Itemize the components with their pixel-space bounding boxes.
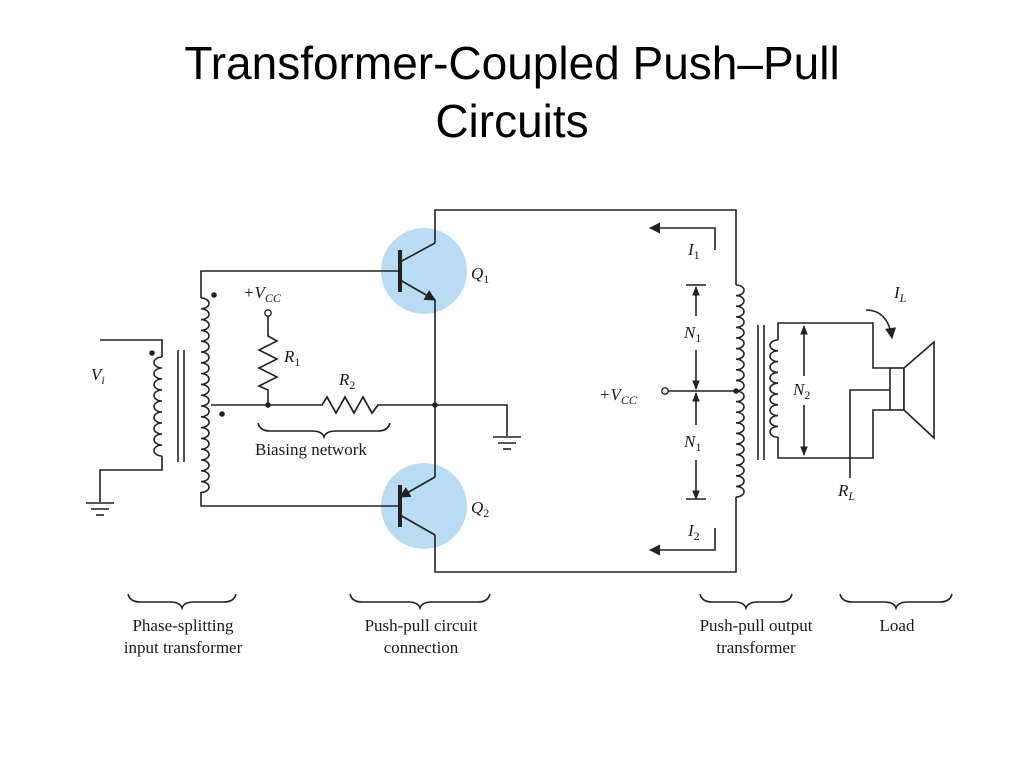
q1-label: $Q_1$ [471, 264, 490, 286]
q2-label: $Q_2$ [471, 498, 490, 520]
center-tap-dot [733, 388, 739, 394]
n2-label: $N_2$ [793, 380, 811, 402]
input-transformer [149, 292, 225, 492]
il-arrow [866, 310, 892, 338]
title-line-2: Circuits [435, 95, 589, 147]
input-primary-polarity-dot [149, 350, 155, 356]
n1-top-label: $N_1$ [684, 323, 702, 345]
wire-to-ground-emitter [435, 405, 507, 436]
input-transformer-label-1: Phase-splitting [132, 616, 234, 635]
output-secondary-coil [770, 340, 778, 437]
wire-to-q1-base [201, 271, 400, 298]
input-secondary-coil [201, 298, 209, 492]
input-wire-bottom [100, 456, 162, 502]
output-transformer-label-1: Push-pull output [699, 616, 813, 635]
r2-label: $R_2$ [339, 370, 356, 392]
r1-resistor [259, 316, 277, 405]
i1-label: $I_1$ [688, 240, 700, 262]
input-secondary-polarity-dot [211, 292, 217, 298]
biasing-network-brace [258, 423, 390, 437]
input-transformer-label-2: input transformer [123, 638, 243, 657]
push-pull-label-2: connection [383, 638, 459, 657]
il-label: $I_L$ [894, 283, 907, 305]
input-transformer-brace [128, 594, 236, 608]
load-label: Load [879, 616, 915, 635]
vi-label: $V_i$ [91, 365, 105, 387]
i2-label: $I_2$ [688, 521, 700, 543]
vcc-bias-label: $+V_{CC}$ [243, 283, 281, 305]
output-transformer-label-2: transformer [716, 638, 796, 657]
n1-bottom-label: $N_1$ [684, 432, 702, 454]
vcc-bias-terminal [265, 310, 271, 316]
input-primary-coil [154, 357, 162, 456]
vcc-center-terminal [662, 388, 668, 394]
speaker-icon [890, 342, 934, 438]
rl-pointer [850, 390, 890, 478]
output-transformer [736, 285, 778, 497]
secondary-wire-bottom [778, 410, 890, 458]
i1-arrow [650, 228, 715, 250]
load-brace [840, 594, 952, 608]
ground-emitter [493, 437, 521, 449]
push-pull-brace [350, 594, 490, 608]
title-line-1: Transformer-Coupled Push–Pull [184, 37, 840, 89]
i2-arrow [650, 528, 715, 550]
wire-to-q2-base [201, 492, 400, 506]
rl-label: $R_L$ [838, 481, 856, 503]
r1-label: $R_1$ [284, 347, 301, 369]
bias-node-dot [265, 402, 271, 408]
secondary-wire-top [778, 323, 890, 368]
ground-input [86, 503, 114, 515]
biasing-network-label: Biasing network [255, 440, 367, 459]
output-transformer-brace [700, 594, 792, 608]
vcc-center-label: $+V_{CC}$ [599, 385, 637, 407]
input-centertap-dot [219, 411, 225, 417]
push-pull-label-1: Push-pull circuit [364, 616, 478, 635]
